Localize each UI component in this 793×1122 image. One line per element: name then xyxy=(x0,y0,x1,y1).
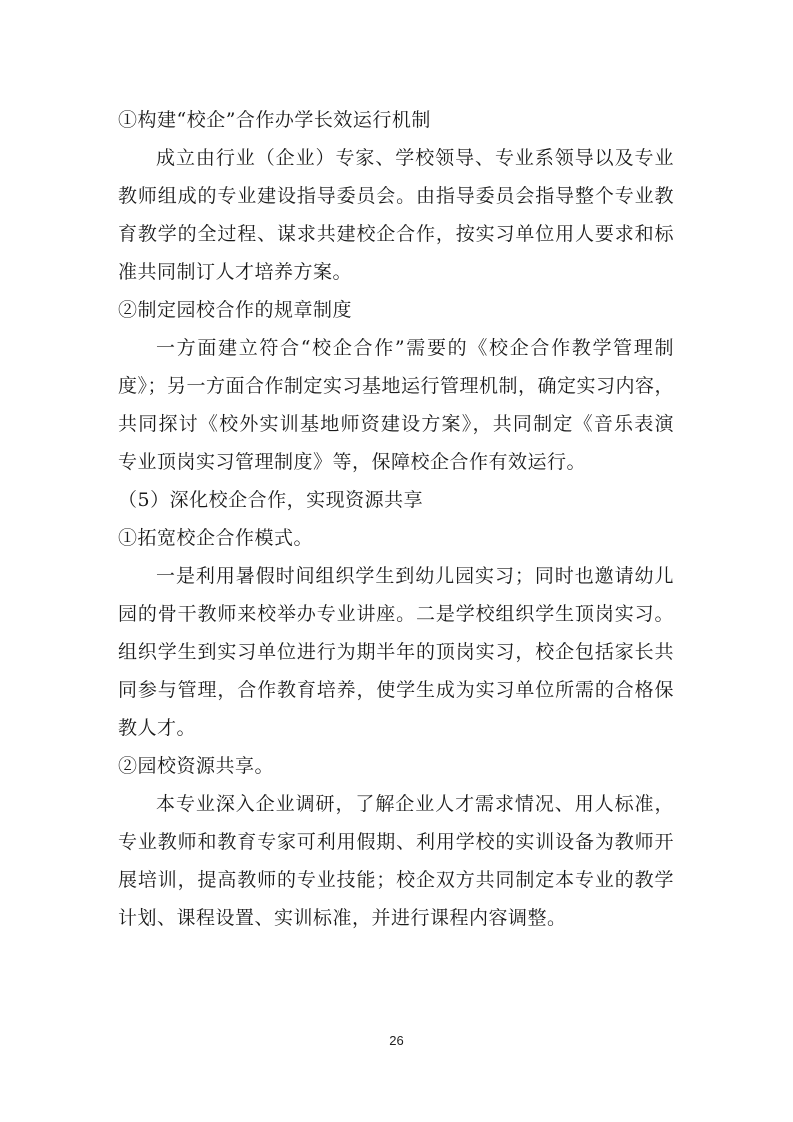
paragraph-line: 同参与管理，合作教育培养，使学生成为实习单位所需的合格保 xyxy=(118,679,674,701)
paragraph-line: 准共同制订人才培养方案。 xyxy=(118,261,353,283)
paragraph-line: 展培训，提高教师的专业技能；校企双方共同制定本专业的教学 xyxy=(118,869,674,891)
heading-resource-sharing: ②园校资源共享。 xyxy=(118,755,275,777)
paragraph-line: 计划、课程设置、实训标准，并进行课程内容调整。 xyxy=(118,907,567,929)
section-heading-resource-sharing: （5）深化校企合作，实现资源共享 xyxy=(118,489,424,511)
paragraph-line: 度》；另一方面合作制定实习基地运行管理机制，确定实习内容， xyxy=(118,375,675,397)
paragraph-line: 专业顶岗实习管理制度》等，保障校企合作有效运行。 xyxy=(118,451,587,473)
paragraph-line: 专业教师和教育专家可利用假期、利用学校的实训设备为教师开 xyxy=(118,831,674,853)
paragraph-line: 一是利用暑假时间组织学生到幼儿园实习；同时也邀请幼儿 xyxy=(156,565,674,587)
paragraph-line: 组织学生到实习单位进行为期半年的顶岗实习，校企包括家长共 xyxy=(118,641,674,663)
paragraph-line: 教师组成的专业建设指导委员会。由指导委员会指导整个专业教 xyxy=(118,185,674,207)
heading-cooperation-mode: ①拓宽校企合作模式。 xyxy=(118,527,314,549)
heading-cooperation-rules: ②制定园校合作的规章制度 xyxy=(118,299,353,321)
paragraph-line: 一方面建立符合“校企合作”需要的《校企合作教学管理制 xyxy=(156,337,674,359)
page-number: 26 xyxy=(389,1033,404,1048)
paragraph-line: 育教学的全过程、谋求共建校企合作，按实习单位用人要求和标 xyxy=(118,223,674,245)
paragraph-line: 教人才。 xyxy=(118,717,197,739)
paragraph-line: 共同探讨《校外实训基地师资建设方案》，共同制定《音乐表演 xyxy=(118,413,674,435)
paragraph-line: 成立由行业（企业）专家、学校领导、专业系领导以及专业 xyxy=(156,147,674,169)
paragraph-line: 园的骨干教师来校举办专业讲座。二是学校组织学生顶岗实习。 xyxy=(118,603,674,625)
heading-school-enterprise-mechanism: ①构建“校企”合作办学长效运行机制 xyxy=(118,109,431,131)
document-body xyxy=(118,101,674,937)
paragraph-line: 本专业深入企业调研，了解企业人才需求情况、用人标准， xyxy=(156,793,674,815)
